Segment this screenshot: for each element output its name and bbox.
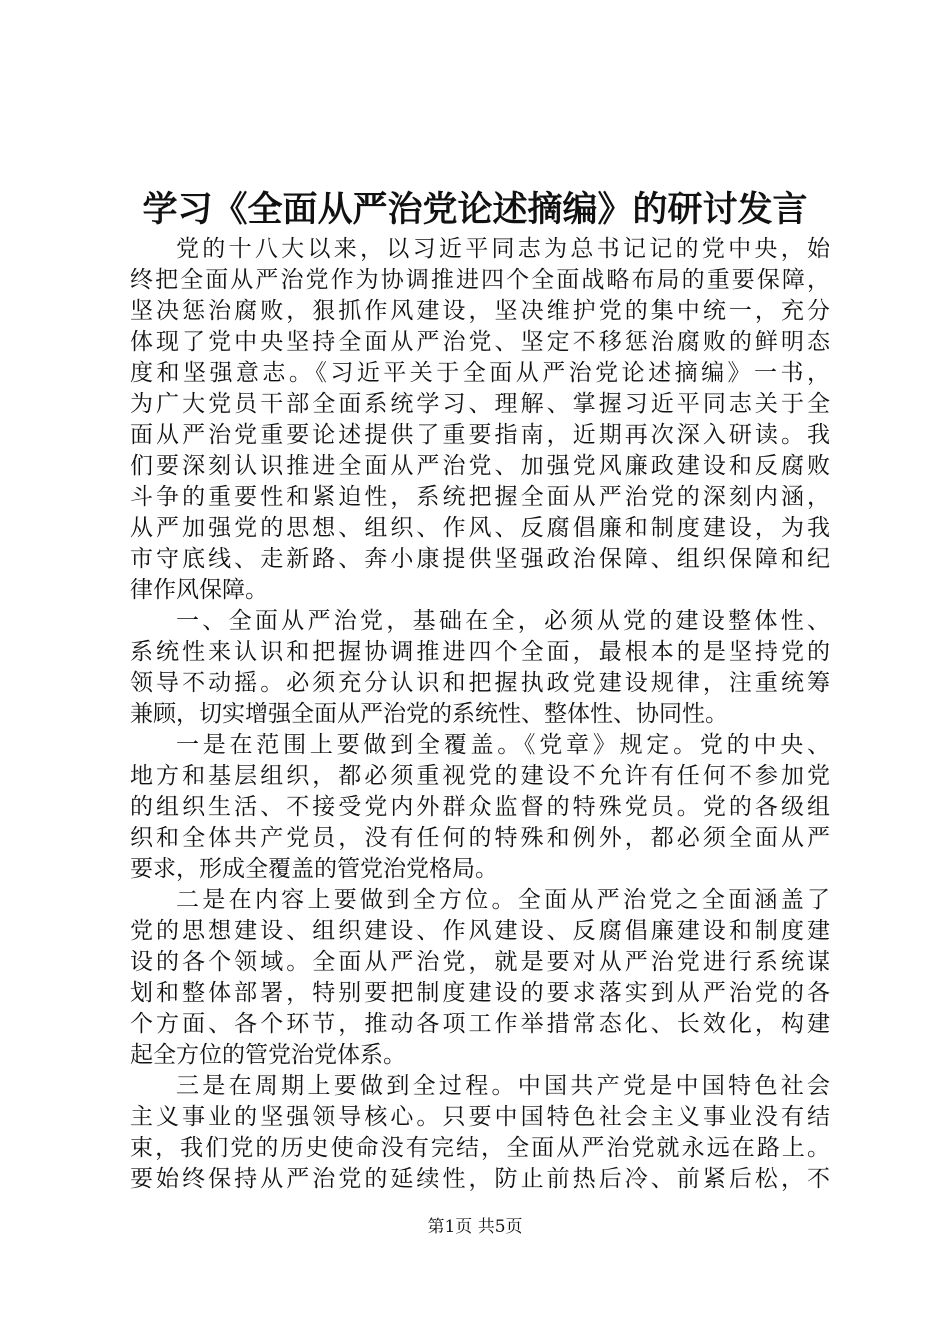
- body-line: 束，我们党的历史使命没有完结，全面从严治党就永远在路上。: [130, 1135, 830, 1161]
- body-line: 坚决惩治腐败，狠抓作风建设，坚决维护党的集中统一，充分: [130, 298, 830, 324]
- body-line: 的组织生活、不接受党内外群众监督的特殊党员。党的各级组: [130, 794, 830, 820]
- body-line: 度和坚强意志。《习近平关于全面从严治党论述摘编》一书，: [130, 360, 830, 386]
- body-line: 织和全体共产党员，没有任何的特殊和例外，都必须全面从严: [130, 825, 830, 851]
- body-line: 兼顾，切实增强全面从严治党的系统性、整体性、协同性。: [130, 701, 728, 727]
- body-line: 市守底线、走新路、奔小康提供坚强政治保障、组织保障和纪: [130, 546, 830, 572]
- body-line: 起全方位的管党治党体系。: [130, 1042, 406, 1068]
- body-line: 设的各个领域。全面从严治党，就是要对从严治党进行系统谋: [130, 949, 830, 975]
- body-line: 面从严治党重要论述提供了重要指南，近期再次深入研读。我: [130, 422, 830, 448]
- body-line: 为广大党员干部全面系统学习、理解、掌握习近平同志关于全: [130, 391, 830, 417]
- body-line: 们要深刻认识推进全面从严治党、加强党风廉政建设和反腐败: [130, 453, 830, 479]
- body-line: 要始终保持从严治党的延续性，防止前热后冷、前紧后松，不: [130, 1166, 830, 1192]
- body-line: 要求，形成全覆盖的管党治党格局。: [130, 856, 498, 882]
- body-line: 一、全面从严治党，基础在全，必须从党的建设整体性、: [176, 608, 830, 634]
- body-line: 党的思想建设、组织建设、作风建设、反腐倡廉建设和制度建: [130, 918, 830, 944]
- body-line: 地方和基层组织，都必须重视党的建设不允许有任何不参加党: [130, 763, 830, 789]
- body-line: 一是在范围上要做到全覆盖。《党章》规定。党的中央、: [176, 732, 830, 758]
- body-line: 系统性来认识和把握协调推进四个全面，最根本的是坚持党的: [130, 639, 830, 665]
- body-line: 个方面、各个环节，推动各项工作举措常态化、长效化，构建: [130, 1011, 830, 1037]
- body-line: 划和整体部署，特别要把制度建设的要求落实到从严治党的各: [130, 980, 830, 1006]
- body-line: 从严加强党的思想、组织、作风、反腐倡廉和制度建设，为我: [130, 515, 830, 541]
- body-line: 二是在内容上要做到全方位。全面从严治党之全面涵盖了: [176, 887, 830, 913]
- body-line: 三是在周期上要做到全过程。中国共产党是中国特色社会: [176, 1073, 830, 1099]
- page-number: 第1页 共5页: [427, 1217, 523, 1237]
- body-line: 律作风保障。: [130, 577, 268, 603]
- body-line: 领导不动摇。必须充分认识和把握执政党建设规律，注重统筹: [130, 670, 830, 696]
- document-title: 学习《全面从严治党论述摘编》的研讨发言: [142, 189, 808, 230]
- body-line: 主义事业的坚强领导核心。只要中国特色社会主义事业没有结: [130, 1104, 830, 1130]
- body-line: 斗争的重要性和紧迫性，系统把握全面从严治党的深刻内涵，: [130, 484, 830, 510]
- body-line: 党的十八大以来，以习近平同志为总书记记的党中央，始: [176, 236, 830, 262]
- body-line: 终把全面从严治党作为协调推进四个全面战略布局的重要保障，: [130, 267, 830, 293]
- body-line: 体现了党中央坚持全面从严治党、坚定不移惩治腐败的鲜明态: [130, 329, 830, 355]
- document-body: [130, 234, 830, 1195]
